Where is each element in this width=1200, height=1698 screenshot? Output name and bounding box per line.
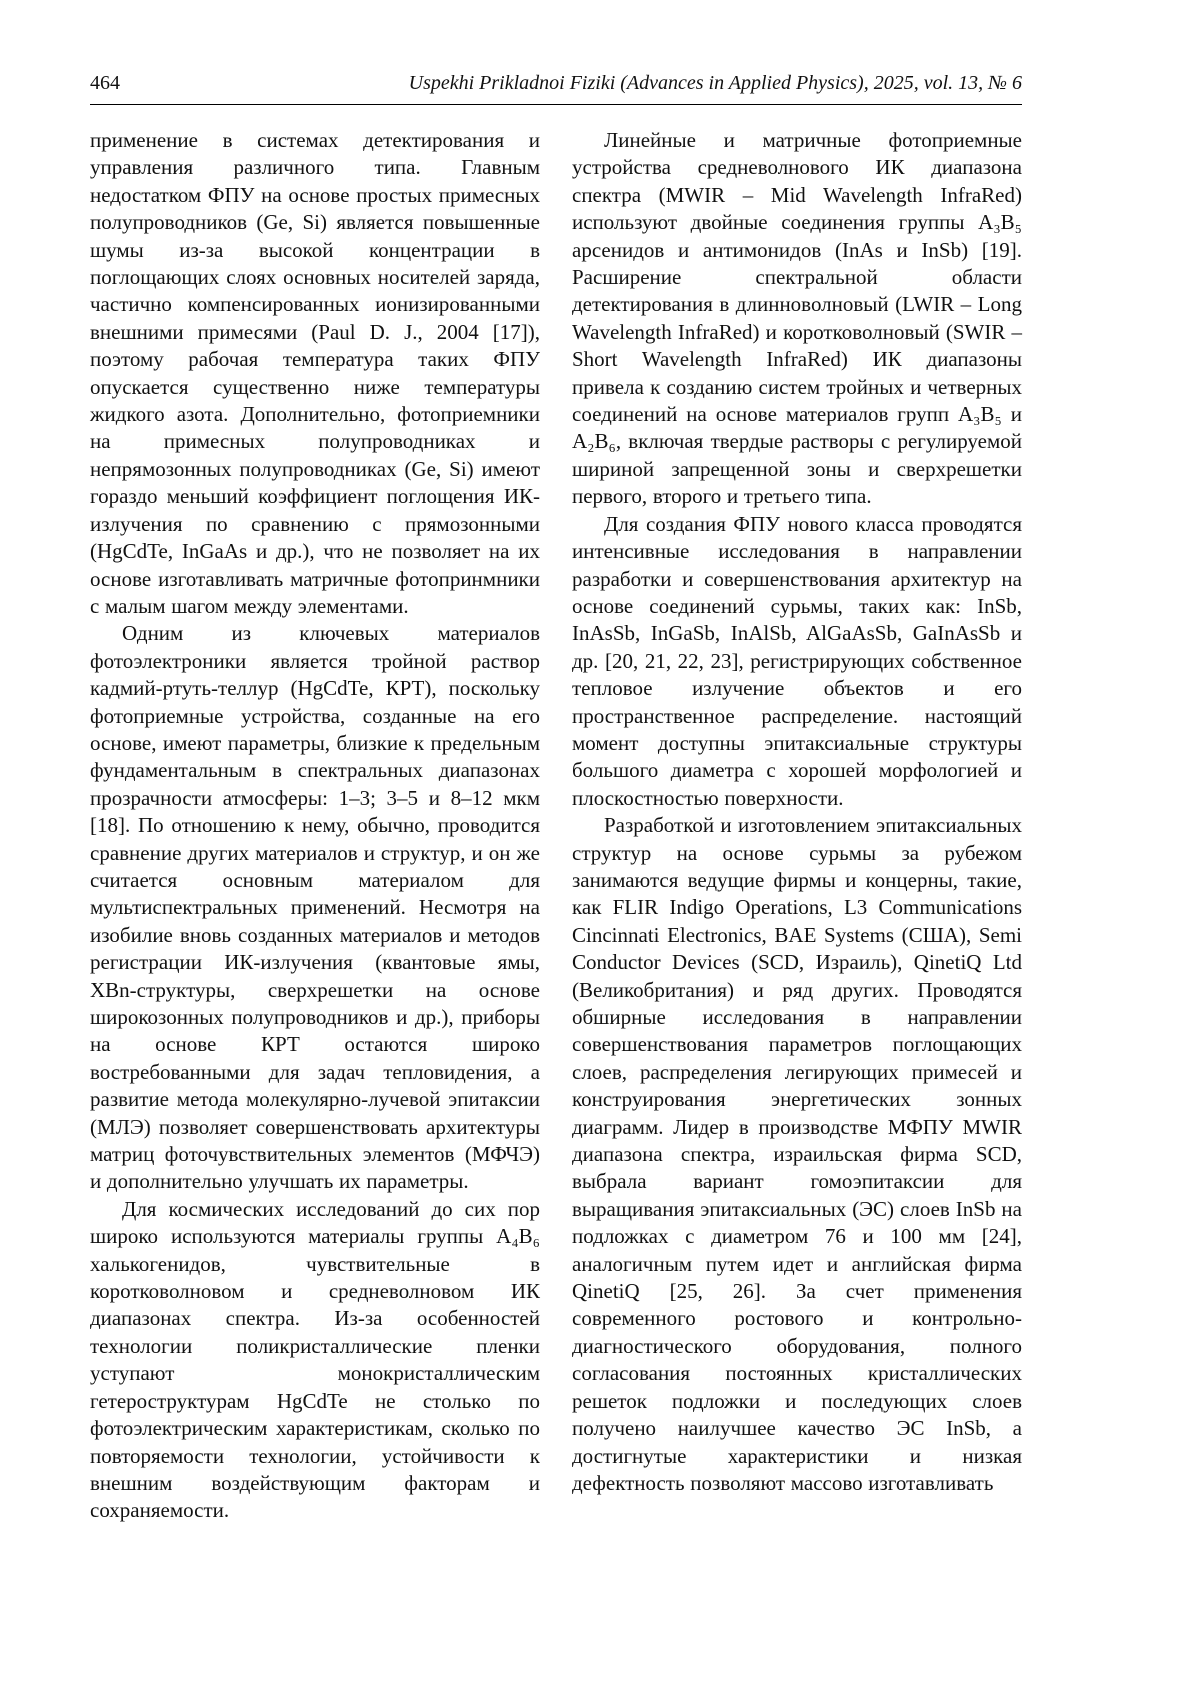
- right-column: [572, 127, 1022, 1525]
- page-content: [90, 72, 1022, 1525]
- paragraph: Разработкой и изготовлением эпитаксиальных структур на основе сурьмы за рубежом занимаются ведущие фирмы и концерны, такие, как FLIR Indigo Operations, L3 Communications Cincinnati Electronics, BAE Systems (США), Semi Conductor Devices (SCD, Израиль), QinetiQ Ltd (Великобритания) и ряд других. Проводятся обширные исследования в направлении совершенствования параметров поглощающих слоев, распределения легирующих примесей и конструирования энергетических зонных диаграмм. Лидер в производстве МФПУ MWIR диапазона спектра, израильская фирма SCD, выбрала вариант гомоэпитаксии для выращивания эпитаксиальных (ЭС) слоев InSb на подложках с диаметром 76 и 100 мм [24], аналогичным путем идет и английская фирма QinetiQ [25, 26]. За счет применения современного ростового и контрольно-диагностического оборудования, полного согласования постоянных кристаллических решеток подложки и последующих слоев получено наилучшее качество ЭС InSb, а достигнутые характеристики и низкая дефектность позволяют массово изготавливать: [572, 813, 1022, 1495]
- paragraph: Одним из ключевых материалов фотоэлектроники является тройной раствор кадмий-ртуть-теллур (HgCdTe, КРТ), поскольку фотоприемные устройства, созданные на его основе, имеют параметры, близкие к предельным фундаментальным в спектральных диапазонах прозрачности атмосферы: 1–3; 3–5 и 8–12 мкм [18]. По отношению к нему, обычно, проводится сравнение других материалов и структур, и он же считается основным материалом для мультиспектральных применений. Несмотря на изобилие вновь созданных материалов и методов регистрации ИК-излучения (квантовые ямы, XBn-структуры, сверхрешетки на основе широкозонных полупроводников и др.), приборы на основе КРТ остаются широко востребованными для задач тепловидения, а развитие метода молекулярно-лучевой эпитаксии (МЛЭ) позволяет совершенствовать архитектуры матриц фоточувствительных элементов (МФЧЭ) и дополнительно улучшать их параметры.: [90, 621, 540, 1194]
- page-header: [90, 72, 1022, 105]
- journal-title: Uspekhi Prikladnoi Fiziki (Advances in Applied Physics), 2025, vol. 13, № 6: [408, 72, 1022, 94]
- paragraph: Для космических исследований до сих пор широко используются материалы группы A₄B₆ халькогенидов, чувствительные в коротковолновом и средневолновом ИК диапазонах спектра. Из-за особенностей технологии поликристаллические пленки уступают монокристаллическим гетероструктурам HgCdTe не столько по фотоэлектрическим характеристикам, сколько по повторяемости технологии, устойчивости к внешним воздействующим факторам и сохраняемости.: [90, 1196, 540, 1523]
- paragraph: применение в системах детектирования и управления различного типа. Главным недостатком ФПУ на основе простых примесных полупроводников (Ge, Si) является повышенные шумы из-за высокой концентрации в поглощающих слоях основных носителей заряда, частично компенсированных ионизированными внешними примесями (Paul D. J., 2004 [17]), поэтому рабочая температура таких ФПУ опускается существенно ниже температуры жидкого азота. Дополнительно, фотоприемники на примесных полупроводниках и непрямозонных полупроводниках (Ge, Si) имеют гораздо меньший коэффициент поглощения ИК-излучения по сравнению с прямозонными (HgCdTe, InGaAs и др.), что не позволяет на их основе изготавливать матричные фотопринмники с малым шагом между элементами.: [90, 128, 540, 618]
- paragraph: Для создания ФПУ нового класса проводятся интенсивные исследования в направлении разработки и совершенствования архитектур на основе соединений сурьмы, таких как: InSb, InAsSb, InGaSb, InAlSb, AlGaAsSb, GaInAsSb и др. [20, 21, 22, 23], регистрирующих собственное тепловое излучение объектов и его пространственное распределение. настоящий момент доступны эпитаксиальные структуры большого диаметра с хорошей морфологией и плоскостностью поверхности.: [572, 511, 1022, 810]
- left-column: [90, 127, 540, 1525]
- page-number: 464: [90, 72, 120, 94]
- paragraph: Линейные и матричные фотоприемные устройства средневолнового ИК диапазона спектра (MWIR – Mid Wavelength InfraRed) используют двойные соединения группы A₃B₅ арсенидов и антимонидов (InAs и InSb) [19]. Расширение спектральной области детектирования в длинноволновый (LWIR – Long Wavelength InfraRed) и коротковолновый (SWIR – Short Wavelength InfraRed) ИК диапазоны привела к созданию систем тройных и четверных соединений на основе материалов групп A₃B₅ и A₂B₆, включая твердые растворы с регулируемой шириной запрещенной зоны и сверхрешетки первого, второго и третьего типа.: [572, 128, 1022, 509]
- article-body: [90, 127, 1022, 1525]
